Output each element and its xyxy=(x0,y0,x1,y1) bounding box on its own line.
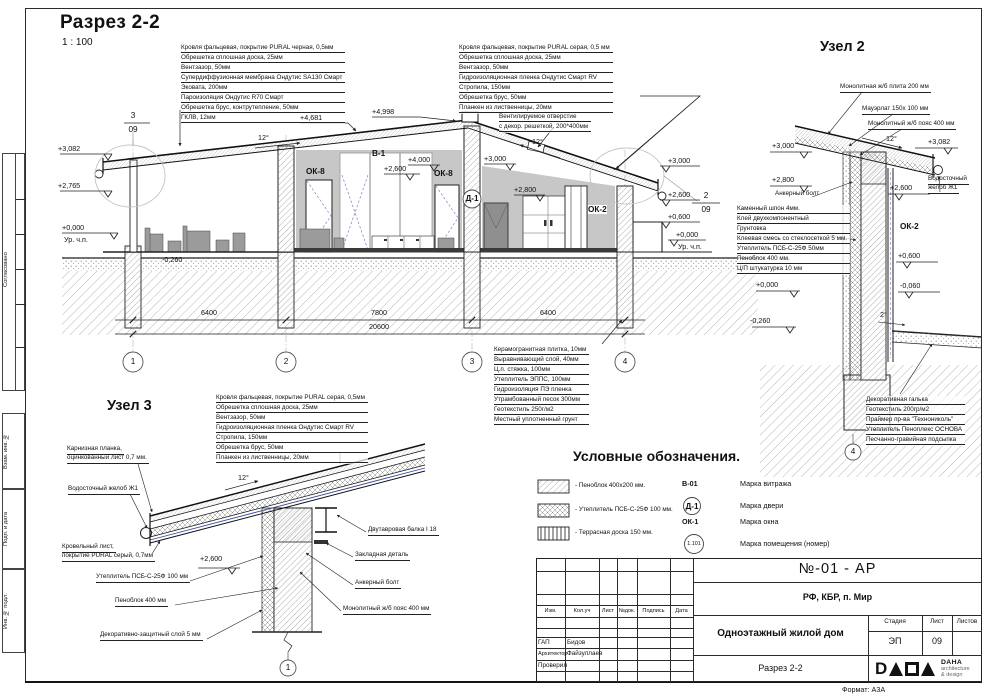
note-line: Планкен из лиственницы, 20мм xyxy=(459,104,613,113)
legend-code-ok1: ОК-1 xyxy=(682,517,699,526)
col-data: Дата xyxy=(675,608,688,614)
col-podpis: Подпись xyxy=(642,608,665,614)
note-line: Грунтовка xyxy=(737,225,850,234)
legend-desc-ok1: Марка окна xyxy=(740,517,779,526)
level-0000-right: +0,000 xyxy=(676,230,699,239)
mark-ok8-a: ОК-8 xyxy=(306,167,325,176)
note-line: Обрешетка сплошная доска, 25мм xyxy=(181,54,345,63)
node3-anchor: Анкерный болт xyxy=(355,580,401,589)
legend-desc-d1: Марка двери xyxy=(740,501,784,510)
node3-level-2600: +2,600 xyxy=(200,554,223,563)
node2-label-plate: Монолитная ж/б плита 200 мм xyxy=(840,84,931,93)
note-line: Стропила, 150мм xyxy=(216,434,368,443)
mark-ok8-b: ОК-8 xyxy=(434,169,453,178)
note-line: с декор. решеткой, 200*400мм xyxy=(499,123,591,132)
note-line: Утеплитель ЭППС, 100мм xyxy=(494,376,589,385)
node2-level-2800: +2,800 xyxy=(772,175,795,184)
stage-value: ЭП xyxy=(888,636,902,646)
col-ndok: №док. xyxy=(618,608,636,614)
legend-desc-v01: Марка витража xyxy=(740,479,792,488)
node2-level-0600: +0,600 xyxy=(898,251,921,260)
note-line: Кровля фальцевая, покрытие PURAL серая, 0,5 мм xyxy=(459,44,613,53)
node2-level-0000: +0,000 xyxy=(756,280,779,289)
logo-text-line2: & design xyxy=(941,672,963,678)
legend-desc-room: Марка помещения (номер) xyxy=(740,539,830,548)
node2-label-belt: Монолитный ж/б пояс 400 мм xyxy=(868,121,956,130)
level-4998: +4,998 xyxy=(372,107,395,116)
node2-anchor-label: Анкерный болт xyxy=(775,190,820,197)
node2-slope: 12° xyxy=(886,134,897,143)
callout-3-sheet: 09 xyxy=(128,125,138,134)
slope-left: 12° xyxy=(258,133,269,142)
node3-beam: Двутавровая балка I 18 xyxy=(368,527,439,536)
node3-gutter: Водосточный желоб Ж1 xyxy=(68,486,140,495)
mark-v1: В-1 xyxy=(372,149,386,158)
node2-wall-layers xyxy=(737,205,850,275)
node3-block: Пеноблок 400 мм xyxy=(115,598,168,607)
callout-3-num: 3 xyxy=(130,111,136,120)
level-m260: -0,260 xyxy=(162,255,183,264)
note-line: Кровля фальцевая, покрытие PURAL черная, 0,5мм xyxy=(181,44,345,53)
note-line: Клей двухкомпонентный xyxy=(737,215,850,224)
node3-karniz-1: Карнизная планка, xyxy=(67,446,124,455)
node2-level-m260: -0,260 xyxy=(750,316,771,325)
legend-code-d1: Д-1 xyxy=(685,502,699,511)
callout-2-sheet: 09 xyxy=(701,205,711,214)
node2-slope2: 2° xyxy=(880,310,887,319)
role-gap: ГАП xyxy=(538,639,550,646)
note-line: Клеевая смесь со стеклосеткой 5 мм. xyxy=(737,235,850,244)
level-0600-right: +0,600 xyxy=(668,212,691,221)
node2-label-mauerlat: Мауэрлат 150х 100 мм xyxy=(862,106,930,115)
node2-base-layers xyxy=(866,396,965,446)
note-line: Утеплитель Пеноплекс ОСНОВА xyxy=(866,426,965,435)
note-line: Выравнивающий слой, 40мм xyxy=(494,356,589,365)
node3-karniz-2: оцинкованный лист 0,7 мм. xyxy=(67,455,149,464)
doc-location: РФ, КБР, п. Мир xyxy=(802,592,873,602)
level-3000-top: +3,000 xyxy=(484,154,507,163)
dim-6400-a: 6400 xyxy=(201,308,217,317)
note-line: Гидроизоляция ПЭ пленка xyxy=(494,386,589,395)
note-line: Гидроизоляционная пленка Ондутис Смарт RV xyxy=(459,74,613,83)
dim-20600: 20600 xyxy=(369,322,389,331)
level-2765: +2,765 xyxy=(58,181,81,190)
level-ur-right: Ур. ч.п. xyxy=(678,242,702,251)
level-2600-right: +2,600 xyxy=(668,190,691,199)
legend-item-penoblok: - Пеноблок 400х200 мм. xyxy=(575,482,646,489)
note-line: Обрешетка брус, контрутепление, 50мм xyxy=(181,104,345,113)
slope-right: 12° xyxy=(532,137,543,146)
grid-bubble-3: 3 xyxy=(469,357,475,366)
mark-d1: Д-1 xyxy=(465,194,479,203)
note-line: Утрамбованный песок 300мм xyxy=(494,396,589,405)
vent-note xyxy=(499,113,591,133)
level-4000: +4,000 xyxy=(408,155,431,164)
grid-bubble-4: 4 xyxy=(622,357,628,366)
sheets-label: Листов xyxy=(956,618,978,625)
node3-embed: Закладная деталь xyxy=(355,552,410,561)
node2-level-2600: +2,600 xyxy=(890,183,913,192)
node3-callout-1: 1 xyxy=(285,663,291,672)
grid-bubble-1: 1 xyxy=(130,357,136,366)
node2-level-3000: +3,000 xyxy=(772,141,795,150)
note-line: Каменный шпон 4мм. xyxy=(737,205,850,214)
note-line: Эковата, 200мм xyxy=(181,84,345,93)
sheet-label: Лист xyxy=(930,618,944,625)
floor-layers-note xyxy=(494,346,589,426)
logo-text-line1: architecture xyxy=(941,666,970,672)
node2-level-m060: -0,060 xyxy=(900,281,921,290)
note-line: Обрешетка брус, 50мм xyxy=(459,94,613,103)
node3-deco: Декоративно-защитный слой 5 мм xyxy=(100,632,203,641)
dim-7800: 7800 xyxy=(371,308,387,317)
col-list: Лист xyxy=(601,608,615,614)
note-line: Обрешетка брус, 50мм xyxy=(216,444,368,453)
dada-logo-icon: D xyxy=(875,660,935,676)
mark-ok2: ОК-2 xyxy=(588,205,607,214)
node3-roof-layers xyxy=(216,394,368,464)
note-line: Вентилируемое отверстие xyxy=(499,113,591,122)
node2-gutter-label-1: Водосточный xyxy=(928,176,969,185)
level-4681: +4,681 xyxy=(300,113,323,122)
legend-code-room: 1.101 xyxy=(687,541,701,547)
node3-sheet-1: Кровельный лист, xyxy=(62,544,116,553)
level-0000-left: +0,000 xyxy=(62,223,85,232)
doc-drawing-name: Разрез 2-2 xyxy=(758,663,803,673)
note-line: Планкен из лиственницы, 20мм xyxy=(216,454,368,463)
note-line: Пеноблок 400 мм. xyxy=(737,255,850,264)
note-line: Вентзазор, 50мм xyxy=(216,414,368,423)
level-ur-left: Ур. ч.п. xyxy=(64,235,88,244)
note-line: Пароизоляция Ондутис R70 Смарт xyxy=(181,94,345,103)
note-line: Обрешетка сплошная доска, 25мм xyxy=(459,54,613,63)
stamp-label-vzam: Взам. инв. № xyxy=(3,433,9,469)
roof-layers-note-left xyxy=(181,44,345,124)
note-line: Геотекстиль 200гр/м2 xyxy=(866,406,965,415)
node2-title: Узел 2 xyxy=(820,39,865,55)
stamp-label-podp: Подп. и дата xyxy=(3,511,9,547)
note-line: Керамогранитная плитка, 10мм xyxy=(494,346,589,355)
level-3082: +3,082 xyxy=(58,144,81,153)
note-line: Декоративная галька xyxy=(866,396,965,405)
note-line: Песчанно-гравийная подсыпка xyxy=(866,436,965,445)
stamp-label-inv: Инв. № подл. xyxy=(3,593,9,629)
legend-title: Условные обозначения. xyxy=(573,448,741,464)
sheet-value: 09 xyxy=(931,636,942,646)
callout-2-num: 2 xyxy=(703,191,709,200)
node3-title: Узел 3 xyxy=(107,398,152,414)
col-izm: Изм. xyxy=(544,608,557,614)
legend-code-v01: В-01 xyxy=(682,479,698,488)
note-line: Вентзазор, 50мм xyxy=(181,64,345,73)
note-line: Праймер пр-ва "Технониколь" xyxy=(866,416,965,425)
col-koluch: Кол.уч xyxy=(573,608,591,614)
role-checked: Проверил xyxy=(538,662,568,669)
section-scale: 1 : 100 xyxy=(62,37,93,48)
level-3000-right: +3,000 xyxy=(668,156,691,165)
note-line: Геотекстиль 250г/м2 xyxy=(494,406,589,415)
note-line: Гидроизоляционная пленка Ондутис Смарт RV xyxy=(216,424,368,433)
name-bidov: Бидов xyxy=(567,639,586,646)
legend-item-terrace: - Террасная доска 150 мм. xyxy=(575,529,653,536)
note-line: Ц.п. стяжка, 100мм xyxy=(494,366,589,375)
note-line: Стропила, 150мм xyxy=(459,84,613,93)
node2-level-3082: +3,082 xyxy=(928,137,951,146)
note-line: Утеплитель ПСБ-С-25Ф 50мм xyxy=(737,245,850,254)
legend-item-insulation: - Утеплитель ПСБ-С-25Ф 100 мм. xyxy=(575,506,673,513)
node2-mark-ok2: ОК-2 xyxy=(900,222,919,231)
node3-belt: Монолитный ж/б пояс 400 мм xyxy=(343,606,431,615)
note-line: ГКЛВ, 12мм xyxy=(181,114,345,123)
note-line: Обрешетка сплошная доска, 25мм xyxy=(216,404,368,413)
role-architect: Архитектор xyxy=(538,651,568,657)
note-line: Вентзазор, 50мм xyxy=(459,64,613,73)
roof-layers-note-right xyxy=(459,44,613,114)
format-label: Формат: А3А xyxy=(842,685,886,694)
node3-insul: Утеплитель ПСБ-С-25Ф 100 мм xyxy=(96,574,190,583)
section-title: Разрез 2-2 xyxy=(60,12,161,33)
note-line: Ц/П штукатурка 10 мм xyxy=(737,265,850,274)
note-line: Местный уплотненный грунт xyxy=(494,416,589,425)
grid-bubble-2: 2 xyxy=(283,357,289,366)
node3-slope: 12° xyxy=(238,473,249,482)
doc-number: №-01 - АР xyxy=(798,561,877,577)
note-line: Супердиффузионная мембрана Ондутис SA130 Смарт xyxy=(181,74,345,83)
node2-callout-4: 4 xyxy=(850,447,856,456)
node2-gutter-label-2: желоб Ж1 xyxy=(928,185,959,194)
dim-6400-b: 6400 xyxy=(540,308,556,317)
name-fayzulaev: Файзуллаев xyxy=(567,650,603,657)
logo-text-main: DAHA xyxy=(941,659,963,666)
doc-object: Одноэтажный жилой дом xyxy=(717,628,844,639)
note-line: Кровля фальцевая, покрытие PURAL серая, 0,5мм xyxy=(216,394,368,403)
level-2800: +2,800 xyxy=(514,185,537,194)
node3-sheet-2: покрытие PURAL серый, 0,7мм xyxy=(62,553,155,562)
stamp-label-agreed: Согласовано xyxy=(3,252,9,288)
level-2600-v1: +2,600 xyxy=(384,164,407,173)
stage-label: Стадия xyxy=(884,618,906,625)
